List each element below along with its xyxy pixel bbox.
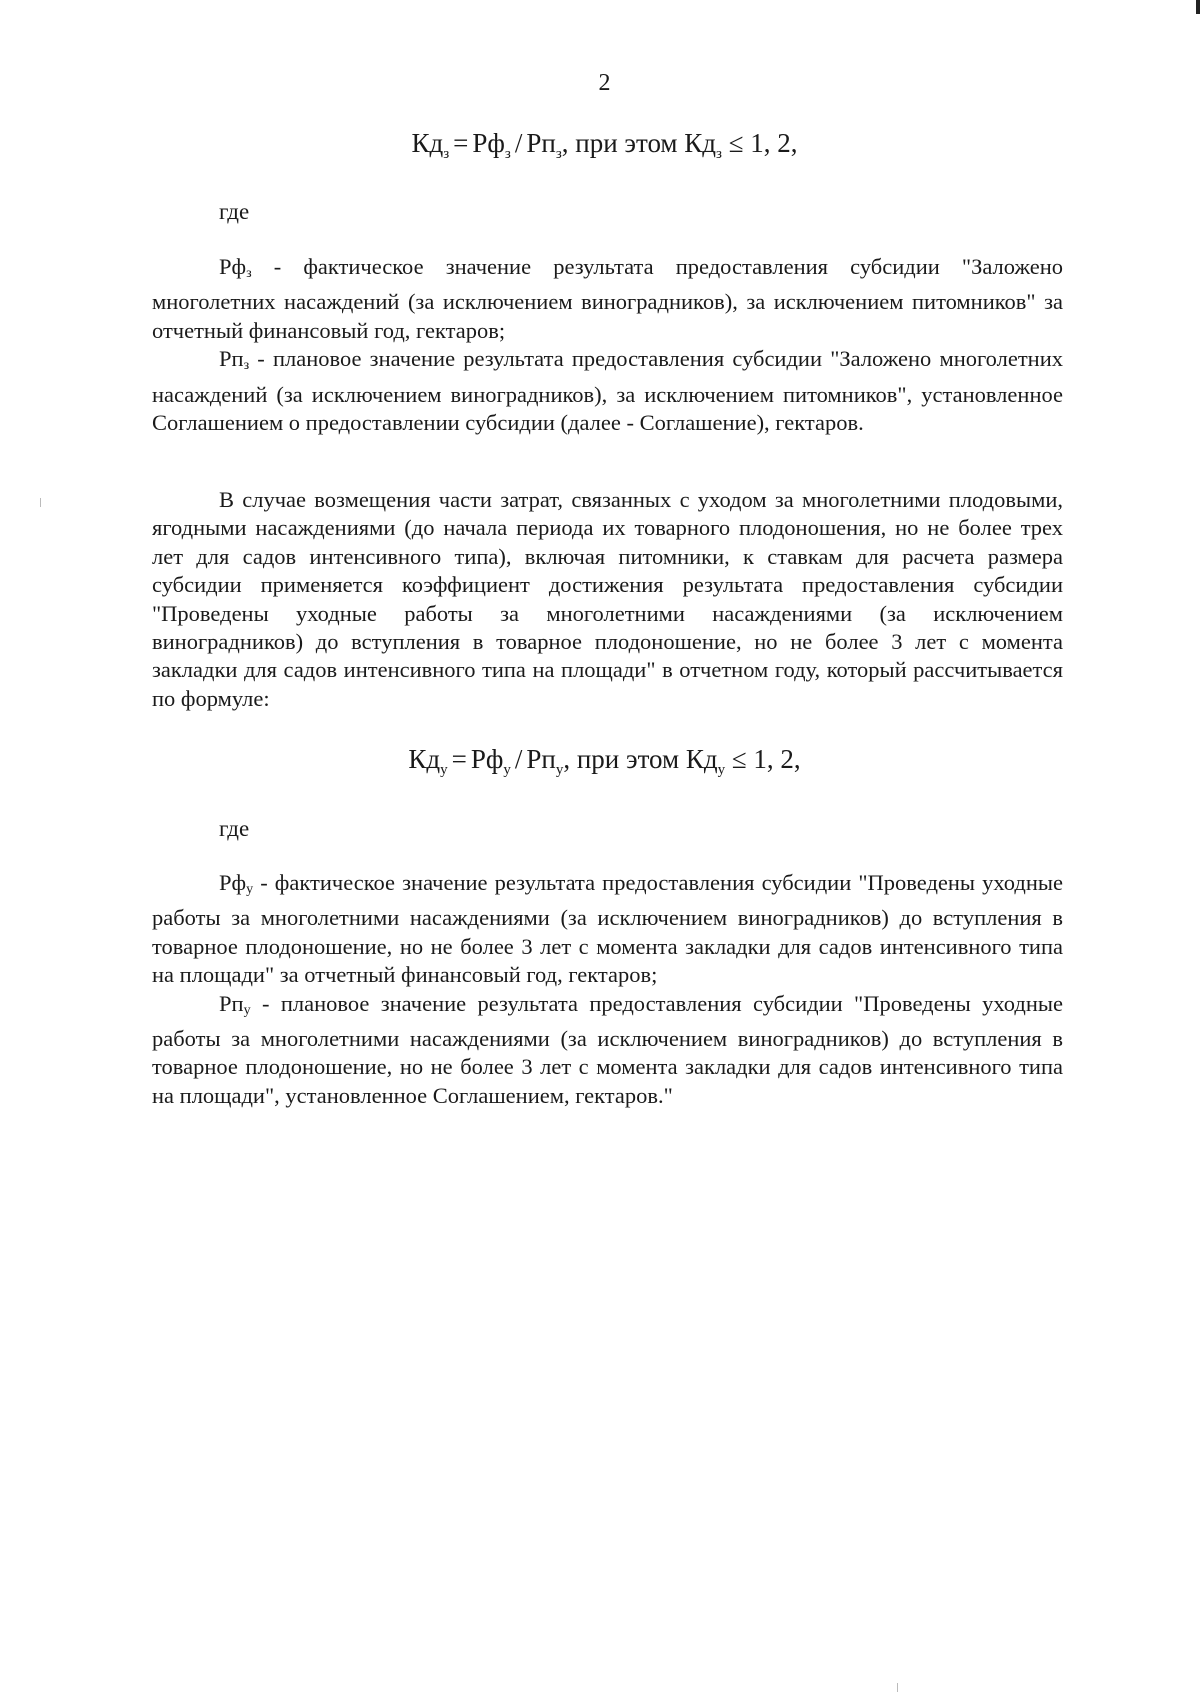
definition-item: [152, 345, 1063, 437]
formula-numerator-sub: у: [503, 762, 511, 778]
formula-lhs-sub: у: [440, 762, 448, 778]
where-label: где: [219, 199, 250, 224]
formula-equals: =: [453, 128, 469, 158]
formula-condition-tail: ≤ 1, 2,: [731, 744, 801, 774]
where-label: где: [219, 816, 250, 841]
formula-divide: /: [514, 744, 523, 774]
formula-denominator-sub: у: [555, 762, 564, 778]
definition-item: [152, 253, 1063, 345]
main-paragraph: В случае возмещения части затрат, связанных с уходом за многолетними плодовыми, ягодными насаждениями (до начала периода их товарного плодоношения, но не более трех лет для садов интенсивного типа), включая питомники, к ставкам для расчета размера субсидии применяется коэффициент достижения результата предоставления субсидии "Проведены уходные работы за многолетними насаждениями (за исключением виноградников) до вступления в товарное плодоношение, но не более 3 лет с момента закладки для садов интенсивного типа на площади" в отчетном году, который рассчитывается по формуле:: [152, 487, 1063, 711]
formula-kd-z: [0, 128, 1200, 163]
definition-symbol-sub: у: [243, 1002, 251, 1018]
formula-denominator-sub: з: [555, 146, 562, 162]
formula-lhs: Кд: [411, 128, 444, 158]
formula-kd-u: [0, 744, 1200, 779]
definitions-block-1: [152, 253, 1063, 437]
formula-numerator: Рф: [470, 744, 504, 774]
main-paragraph-block: [152, 486, 1063, 713]
scan-edge-mark: [1196, 0, 1200, 14]
formula-condition-tail: ≤ 1, 2,: [728, 128, 798, 158]
definition-symbol-sub: з: [246, 266, 252, 281]
definition-symbol-sub: у: [246, 882, 254, 897]
definition-item: [152, 869, 1063, 990]
definition-item: [152, 990, 1063, 1111]
formula-equals: =: [451, 744, 467, 774]
formula-condition-sub: з: [716, 146, 722, 162]
formula-numerator-sub: з: [504, 146, 511, 162]
definition-text: - фактическое значение результата предоставления субсидии "Проведены уходные работы за многолетними насаждениями (за исключением виноградников) до вступления в товарное плодоношение, но не более 3 лет с момента закладки для садов интенсивного типа на площади" за отчетный финансовый год, гектаров;: [152, 870, 1063, 988]
definition-symbol: Рф: [219, 254, 247, 279]
definitions-block-2: [152, 869, 1063, 1110]
definition-text: - плановое значение результата предоставления субсидии "Заложено многолетних насаждений (за исключением виноградников), за исключением питомников", установленное Соглашением о предоставлении субсидии (далее - Соглашение), гектаров.: [152, 346, 1063, 436]
formula-condition: , при этом Кд: [563, 744, 718, 774]
formula-lhs-sub: з: [443, 146, 450, 162]
formula-denominator: Рп: [526, 744, 556, 774]
definition-symbol: Рп: [219, 346, 244, 372]
formula-divide: /: [514, 128, 523, 158]
definition-text: - фактическое значение результата предоставления субсидии "Заложено многолетних насаждений (за исключением виноградников), за исключением питомников" за отчетный финансовый год, гектаров;: [152, 254, 1063, 343]
formula-condition-sub: у: [717, 762, 726, 778]
formula-condition: , при этом Кд: [561, 128, 717, 158]
page-number: 2: [598, 70, 611, 96]
definition-symbol: Рф: [219, 870, 247, 895]
definition-symbol-sub: з: [243, 358, 250, 374]
definition-symbol: Рп: [219, 990, 244, 1016]
formula-lhs: Кд: [408, 744, 441, 774]
scan-speck: [897, 1683, 898, 1692]
scan-speck: [40, 498, 41, 507]
formula-numerator: Рф: [472, 128, 505, 158]
formula-denominator: Рп: [526, 128, 556, 158]
definition-text: - плановое значение результата предоставления субсидии "Проведены уходные работы за многолетними насаждениями (за исключением виноградников) до вступления в товарное плодоношение, но не более 3 лет с момента закладки для садов интенсивного типа на площади", установленное Соглашением, гектаров.": [152, 990, 1063, 1108]
